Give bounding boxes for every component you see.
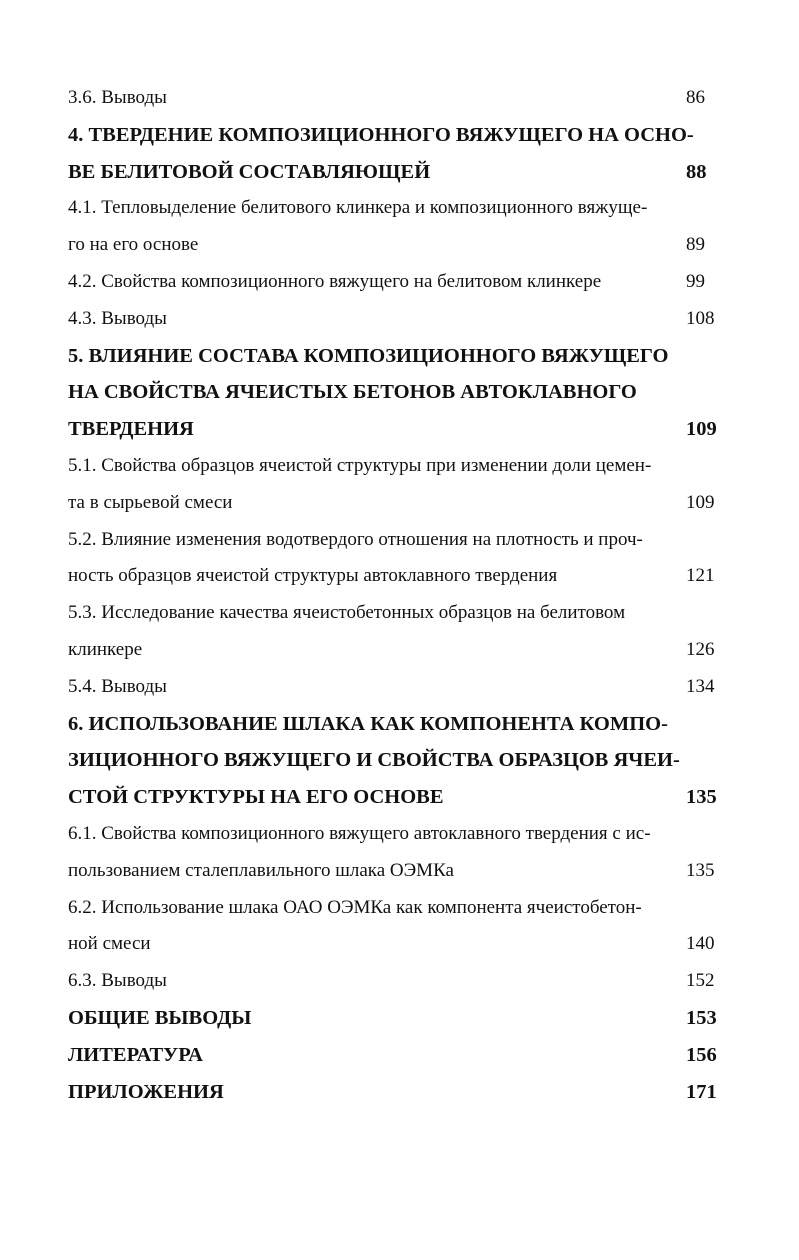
toc-entry-title: го на его основе	[68, 234, 199, 256]
toc-line	[68, 963, 740, 1000]
table-of-contents	[68, 80, 740, 1110]
toc-page-number: 109	[686, 418, 717, 441]
toc-line	[68, 706, 740, 743]
toc-entry-title: 4.1. Тепловыделение белитового клинкера и композиционного вяжуще-	[68, 197, 648, 219]
toc-entry	[68, 117, 740, 191]
toc-entry-title: 6. ИСПОЛЬЗОВАНИЕ ШЛАКА КАК КОМПОНЕНТА КОМПО-	[68, 712, 668, 735]
toc-entry	[68, 522, 740, 596]
toc-entry	[68, 1074, 740, 1111]
toc-entry-title: 5.1. Свойства образцов ячеистой структуры при изменении доли цемен-	[68, 454, 652, 476]
toc-entry-title: ТВЕРДЕНИЯ	[68, 418, 194, 441]
toc-entry-title: ЛИТЕРАТУРА	[68, 1043, 203, 1066]
toc-line	[68, 669, 740, 706]
toc-entry-title: ВЕ БЕЛИТОВОЙ СОСТАВЛЯЮЩЕЙ	[68, 160, 431, 183]
toc-line	[68, 632, 740, 669]
toc-entry-title: ЗИЦИОННОГО ВЯЖУЩЕГО И СВОЙСТВА ОБРАЗЦОВ ЯЧЕИ-	[68, 749, 680, 772]
toc-page-number: 135	[686, 786, 717, 809]
toc-entry	[68, 890, 740, 964]
toc-page-number: 140	[686, 933, 715, 955]
toc-line	[68, 80, 740, 117]
toc-page-number: 153	[686, 1006, 717, 1029]
toc-line	[68, 779, 740, 816]
toc-entry	[68, 669, 740, 706]
toc-line	[68, 558, 740, 595]
toc-line	[68, 926, 740, 963]
toc-entry-title: ОБЩИЕ ВЫВОДЫ	[68, 1006, 252, 1029]
toc-line	[68, 338, 740, 375]
toc-page-number: 134	[686, 675, 715, 697]
toc-entry-title: пользованием сталеплавильного шлака ОЭМКа	[68, 859, 454, 881]
toc-line	[68, 264, 740, 301]
toc-entry-title: 5.3. Исследование качества ячеистобетонных образцов на белитовом	[68, 602, 626, 624]
toc-page-number: 89	[686, 234, 705, 256]
toc-line	[68, 227, 740, 264]
toc-page-number: 88	[686, 160, 707, 183]
toc-page-number: 135	[686, 859, 715, 881]
toc-entry-title: 3.6. Выводы	[68, 87, 167, 108]
toc-line	[68, 816, 740, 853]
toc-entry-title: СТОЙ СТРУКТУРЫ НА ЕГО ОСНОВЕ	[68, 786, 444, 809]
toc-entry	[68, 264, 740, 301]
toc-page-number: 86	[686, 87, 705, 108]
toc-line	[68, 1074, 740, 1111]
toc-entry	[68, 1000, 740, 1037]
toc-entry-title: ной смеси	[68, 933, 151, 955]
toc-page-number: 171	[686, 1080, 717, 1103]
toc-line	[68, 742, 740, 779]
toc-line	[68, 301, 740, 338]
toc-entry-title: 5. ВЛИЯНИЕ СОСТАВА КОМПОЗИЦИОННОГО ВЯЖУЩЕГО	[68, 344, 669, 367]
toc-entry	[68, 80, 740, 117]
toc-entry-title: 4. ТВЕРДЕНИЕ КОМПОЗИЦИОННОГО ВЯЖУЩЕГО НА ОСНО-	[68, 123, 694, 146]
toc-entry-title: 5.2. Влияние изменения водотвердого отношения на плотность и проч-	[68, 528, 643, 550]
toc-entry-title: 4.2. Свойства композиционного вяжущего на белитовом клинкере	[68, 270, 602, 292]
toc-entry	[68, 338, 740, 448]
toc-entry-title: 6.1. Свойства композиционного вяжущего автоклавного твердения с ис-	[68, 822, 651, 844]
toc-page-number: 126	[686, 638, 715, 660]
toc-line	[68, 485, 740, 522]
toc-entry-title: клинкере	[68, 638, 143, 660]
toc-entry-title: 4.3. Выводы	[68, 307, 167, 329]
toc-entry-title: 6.2. Использование шлака ОАО ОЭМКа как компонента ячеистобетон-	[68, 896, 642, 918]
toc-entry-title: 6.3. Выводы	[68, 970, 167, 992]
toc-entry	[68, 301, 740, 338]
toc-page-number: 152	[686, 970, 715, 992]
toc-page-number: 99	[686, 270, 705, 292]
toc-line	[68, 890, 740, 927]
toc-page-number: 109	[686, 491, 715, 513]
toc-entry-title: ПРИЛОЖЕНИЯ	[68, 1080, 224, 1103]
toc-line	[68, 1037, 740, 1074]
toc-entry-title: та в сырьевой смеси	[68, 491, 233, 513]
toc-line	[68, 522, 740, 559]
toc-entry	[68, 190, 740, 264]
toc-line	[68, 117, 740, 154]
toc-entry-title: ность образцов ячеистой структуры автоклавного твердения	[68, 565, 558, 587]
toc-entry	[68, 706, 740, 816]
toc-entry	[68, 963, 740, 1000]
toc-entry	[68, 816, 740, 890]
toc-entry-title: НА СВОЙСТВА ЯЧЕИСТЫХ БЕТОНОВ АВТОКЛАВНОГО	[68, 381, 637, 404]
toc-entry	[68, 1037, 740, 1074]
toc-line	[68, 853, 740, 890]
toc-line	[68, 448, 740, 485]
toc-line	[68, 411, 740, 448]
toc-entry-title: 5.4. Выводы	[68, 675, 167, 697]
toc-line	[68, 190, 740, 227]
toc-entry	[68, 595, 740, 669]
toc-line	[68, 374, 740, 411]
toc-page-number: 108	[686, 307, 715, 329]
toc-line	[68, 595, 740, 632]
toc-entry	[68, 448, 740, 522]
toc-line	[68, 1000, 740, 1037]
toc-line	[68, 154, 740, 191]
toc-page-number: 156	[686, 1043, 717, 1066]
toc-page-number: 121	[686, 565, 715, 587]
